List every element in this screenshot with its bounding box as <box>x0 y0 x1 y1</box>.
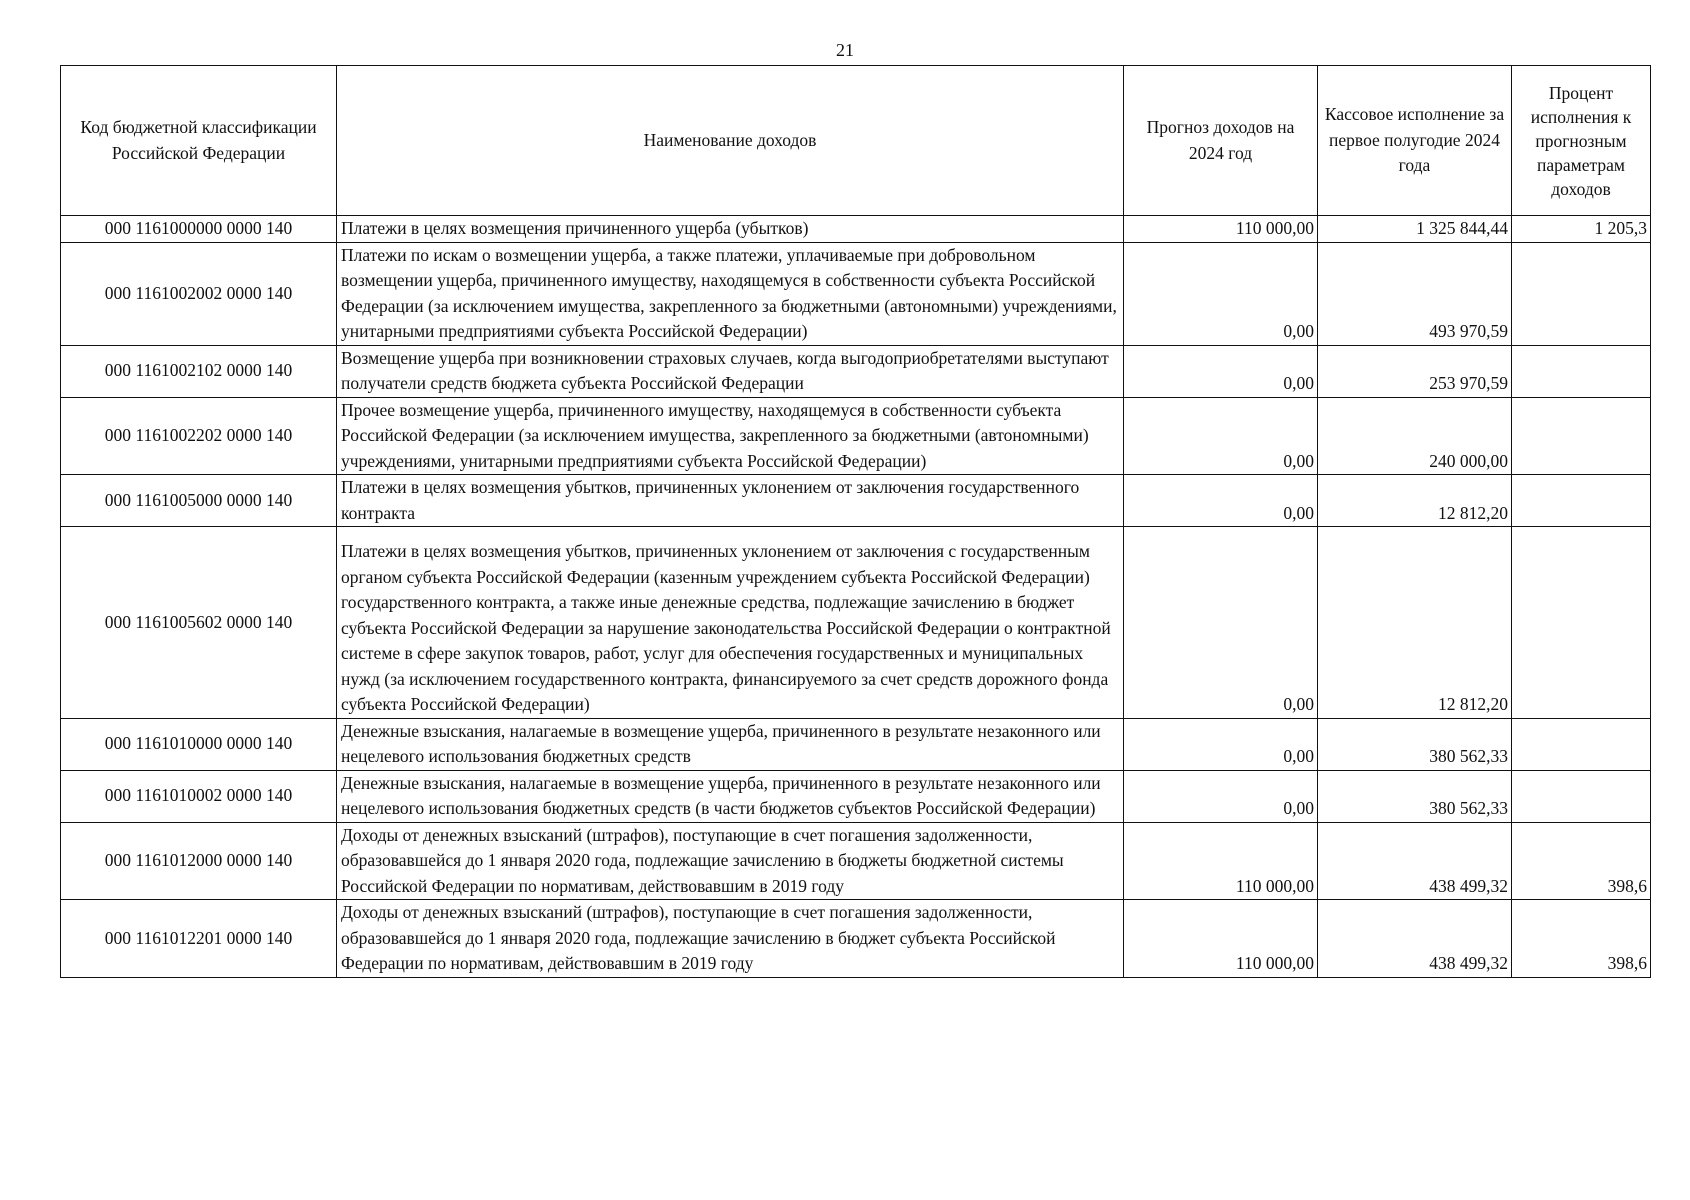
table-row <box>61 345 1651 397</box>
revenue-table <box>60 65 1651 978</box>
cell-code: 000 1161012201 0000 140 <box>61 900 337 978</box>
cell-name: Платежи по искам о возмещении ущерба, а также платежи, уплачиваемые при добровольном возмещении ущерба, причиненного имуществу, находящемуся в собственности субъекта Российской Федерации (за исключением имущества, закрепленного за бюджетными (автономными) учреждениями, унитарными предприятиями субъекта Российской Федерации) <box>337 242 1124 345</box>
header-forecast: Прогноз доходов на 2024 год <box>1124 66 1318 216</box>
table-header-row <box>61 66 1651 216</box>
cell-forecast: 0,00 <box>1124 397 1318 475</box>
cell-forecast: 110 000,00 <box>1124 216 1318 243</box>
table-row <box>61 242 1651 345</box>
cell-forecast: 0,00 <box>1124 718 1318 770</box>
cell-code: 000 1161002202 0000 140 <box>61 397 337 475</box>
cell-name: Возмещение ущерба при возникновении страховых случаев, когда выгодоприобретателями выступают получатели средств бюджета субъекта Российской Федерации <box>337 345 1124 397</box>
table-row <box>61 527 1651 719</box>
cell-name: Платежи в целях возмещения убытков, причиненных уклонением от заключения государственного контракта <box>337 475 1124 527</box>
cell-code: 000 1161002002 0000 140 <box>61 242 337 345</box>
cell-name: Платежи в целях возмещения причиненного ущерба (убытков) <box>337 216 1124 243</box>
cell-name: Денежные взыскания, налагаемые в возмещение ущерба, причиненного в результате незаконного или нецелевого использования бюджетных средств (в части бюджетов субъектов Российской Федерации) <box>337 770 1124 822</box>
cell-name: Денежные взыскания, налагаемые в возмещение ущерба, причиненного в результате незаконного или нецелевого использования бюджетных средств <box>337 718 1124 770</box>
cell-name: Доходы от денежных взысканий (штрафов), поступающие в счет погашения задолженности, образовавшейся до 1 января 2020 года, подлежащие зачислению в бюджет субъекта Российской Федерации по нормативам, действовавшим в 2019 году <box>337 900 1124 978</box>
cell-percent <box>1512 475 1651 527</box>
page-number: 21 <box>836 40 854 60</box>
cell-actual: 253 970,59 <box>1318 345 1512 397</box>
cell-percent: 1 205,3 <box>1512 216 1651 243</box>
cell-code: 000 1161002102 0000 140 <box>61 345 337 397</box>
cell-percent <box>1512 718 1651 770</box>
cell-actual: 438 499,32 <box>1318 900 1512 978</box>
cell-code: 000 1161010002 0000 140 <box>61 770 337 822</box>
cell-actual: 1 325 844,44 <box>1318 216 1512 243</box>
cell-actual: 12 812,20 <box>1318 475 1512 527</box>
cell-code: 000 1161012000 0000 140 <box>61 822 337 900</box>
cell-forecast: 0,00 <box>1124 345 1318 397</box>
header-code: Код бюджетной классификации Российской Федерации <box>61 66 337 216</box>
cell-forecast: 0,00 <box>1124 242 1318 345</box>
header-percent: Процент исполнения к прогнозным параметрам доходов <box>1512 66 1651 216</box>
cell-percent <box>1512 345 1651 397</box>
table-row <box>61 822 1651 900</box>
table-row <box>61 397 1651 475</box>
cell-code: 000 1161010000 0000 140 <box>61 718 337 770</box>
cell-percent <box>1512 242 1651 345</box>
table-row <box>61 475 1651 527</box>
cell-code: 000 1161000000 0000 140 <box>61 216 337 243</box>
cell-code: 000 1161005602 0000 140 <box>61 527 337 719</box>
cell-name: Платежи в целях возмещения убытков, причиненных уклонением от заключения с государственным органом субъекта Российской Федерации (казенным учреждением субъекта Российской Федерации) государственного контракта, а также иные денежные средства, подлежащие зачислению в бюджет субъекта Российской Федерации за нарушение законодательства Российской Федерации о контрактной системе в сфере закупок товаров, работ, услуг для обеспечения государственных и муниципальных нужд (за исключением государственного контракта, финансируемого за счет средств дорожного фонда субъекта Российской Федерации) <box>337 527 1124 719</box>
cell-name: Прочее возмещение ущерба, причиненного имуществу, находящемуся в собственности субъекта Российской Федерации (за исключением имущества, закрепленного за бюджетными (автономными) учреждениями, унитарными предприятиями субъекта Российской Федерации) <box>337 397 1124 475</box>
table-row <box>61 718 1651 770</box>
cell-percent: 398,6 <box>1512 900 1651 978</box>
cell-forecast: 110 000,00 <box>1124 822 1318 900</box>
header-actual: Кассовое исполнение за первое полугодие 2024 года <box>1318 66 1512 216</box>
table-row <box>61 216 1651 243</box>
cell-percent: 398,6 <box>1512 822 1651 900</box>
cell-code: 000 1161005000 0000 140 <box>61 475 337 527</box>
cell-actual: 380 562,33 <box>1318 718 1512 770</box>
cell-forecast: 110 000,00 <box>1124 900 1318 978</box>
cell-actual: 493 970,59 <box>1318 242 1512 345</box>
cell-percent <box>1512 527 1651 719</box>
table-row <box>61 770 1651 822</box>
table-body <box>61 216 1651 978</box>
cell-forecast: 0,00 <box>1124 475 1318 527</box>
cell-actual: 240 000,00 <box>1318 397 1512 475</box>
header-name: Наименование доходов <box>337 66 1124 216</box>
cell-actual: 380 562,33 <box>1318 770 1512 822</box>
cell-name: Доходы от денежных взысканий (штрафов), поступающие в счет погашения задолженности, образовавшейся до 1 января 2020 года, подлежащие зачислению в бюджеты бюджетной системы Российской Федерации по нормативам, действовавшим в 2019 году <box>337 822 1124 900</box>
cell-forecast: 0,00 <box>1124 527 1318 719</box>
cell-percent <box>1512 397 1651 475</box>
cell-percent <box>1512 770 1651 822</box>
cell-forecast: 0,00 <box>1124 770 1318 822</box>
cell-actual: 438 499,32 <box>1318 822 1512 900</box>
cell-actual: 12 812,20 <box>1318 527 1512 719</box>
table-row <box>61 900 1651 978</box>
